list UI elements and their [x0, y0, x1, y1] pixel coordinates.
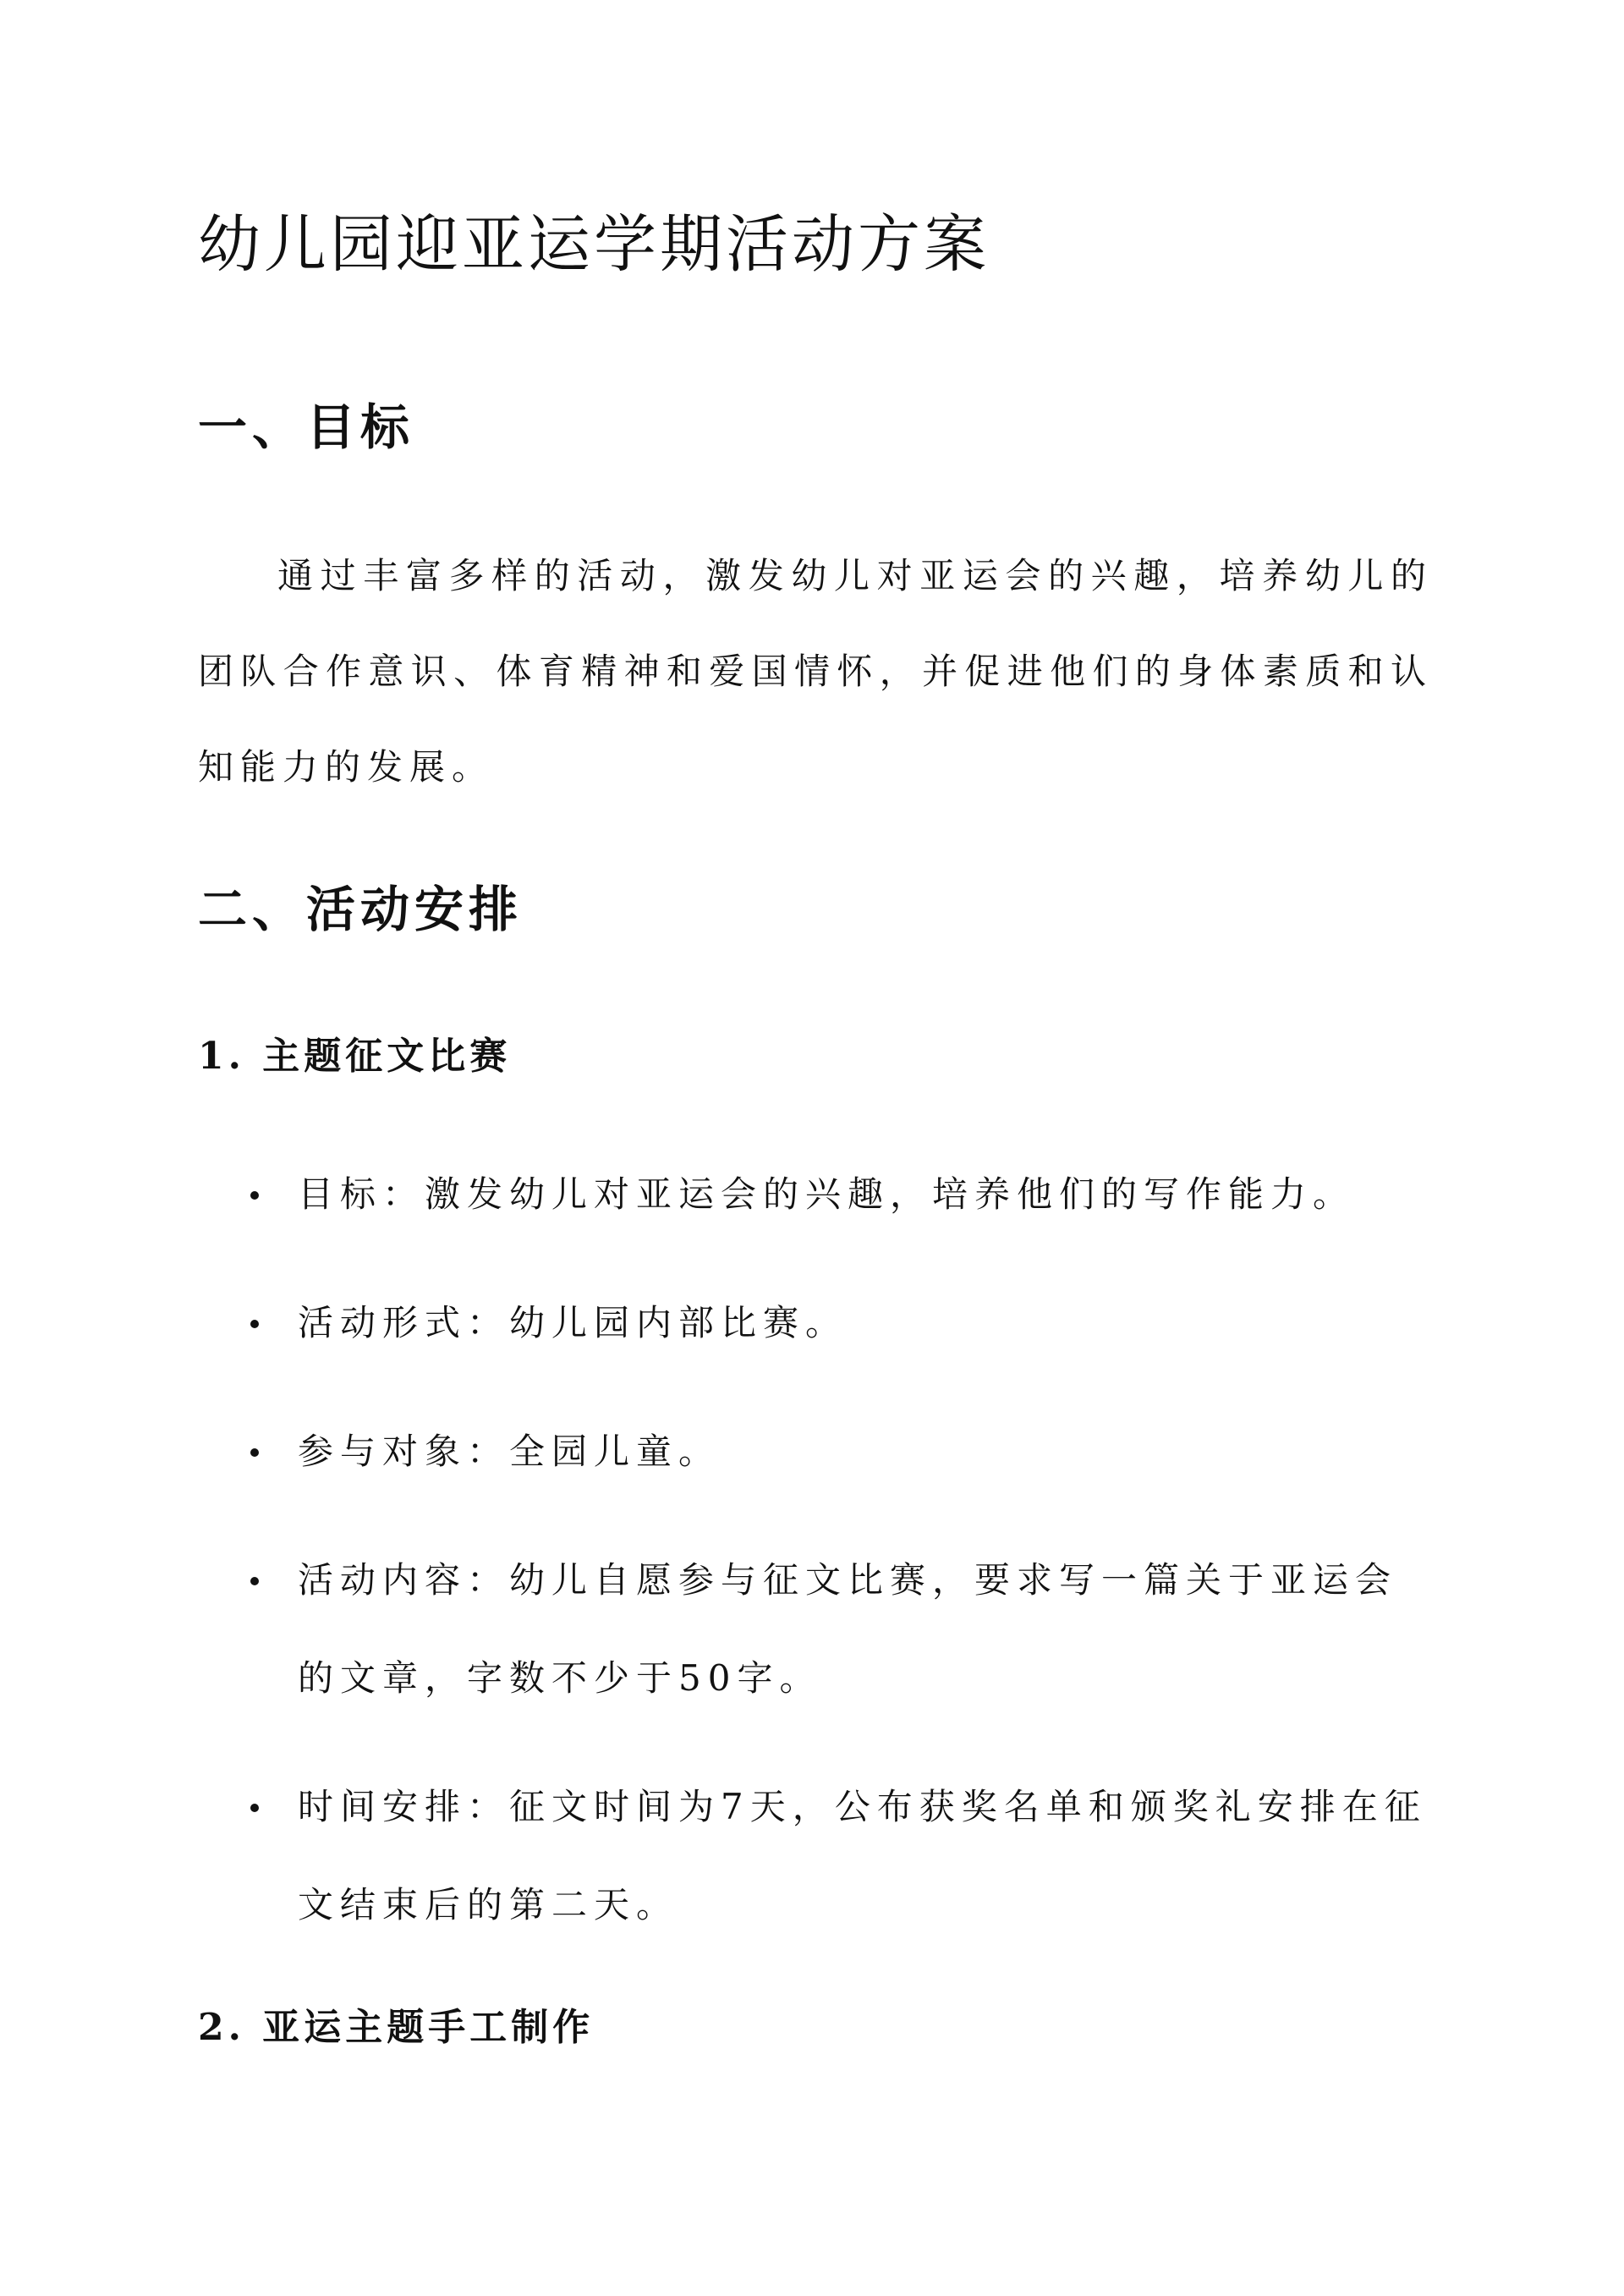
list-item: [198, 1274, 1433, 1372]
goals-paragraph: 通过丰富多样的活动，激发幼儿对亚运会的兴趣，培养幼儿的团队合作意识、体育精神和爱国情怀，并促进他们的身体素质和认知能力的发展。: [198, 555, 1433, 788]
bullet-icon: [250, 1448, 259, 1457]
bullet-icon: [250, 1320, 259, 1328]
section-heading-goals: 一、目标: [198, 398, 415, 456]
list-item-text: 时间安排：征文时间为7天，公布获奖名单和颁奖礼安排在征文结束后的第二天。: [298, 1786, 1427, 1925]
bullet-icon: [250, 1191, 259, 1200]
list-item: [198, 1403, 1433, 1501]
list-item: [198, 1531, 1433, 1727]
list-item-text: 活动内容：幼儿自愿参与征文比赛，要求写一篇关于亚运会的文章，字数不少于50字。: [298, 1559, 1398, 1699]
bullet-icon: [250, 1577, 259, 1585]
document-title: 幼儿园迎亚运学期活动方案: [198, 208, 990, 281]
list-item: [198, 1145, 1433, 1244]
section-heading-activities: 二、活动安排: [198, 881, 524, 938]
bullet-icon: [250, 1804, 259, 1812]
essay-contest-bullet-list: [198, 1145, 1433, 1985]
list-item-text: 参与对象：全园儿童。: [298, 1431, 721, 1472]
list-item: [198, 1758, 1433, 1954]
list-item-text: 活动形式：幼儿园内部比赛。: [298, 1302, 848, 1343]
subsection-heading-essay-contest: 1. 主题征文比赛: [198, 1035, 512, 1078]
list-item-text: 目标：激发幼儿对亚运会的兴趣，培养他们的写作能力。: [298, 1173, 1356, 1215]
subsection-heading-handicraft: 2. 亚运主题手工制作: [198, 2006, 595, 2049]
